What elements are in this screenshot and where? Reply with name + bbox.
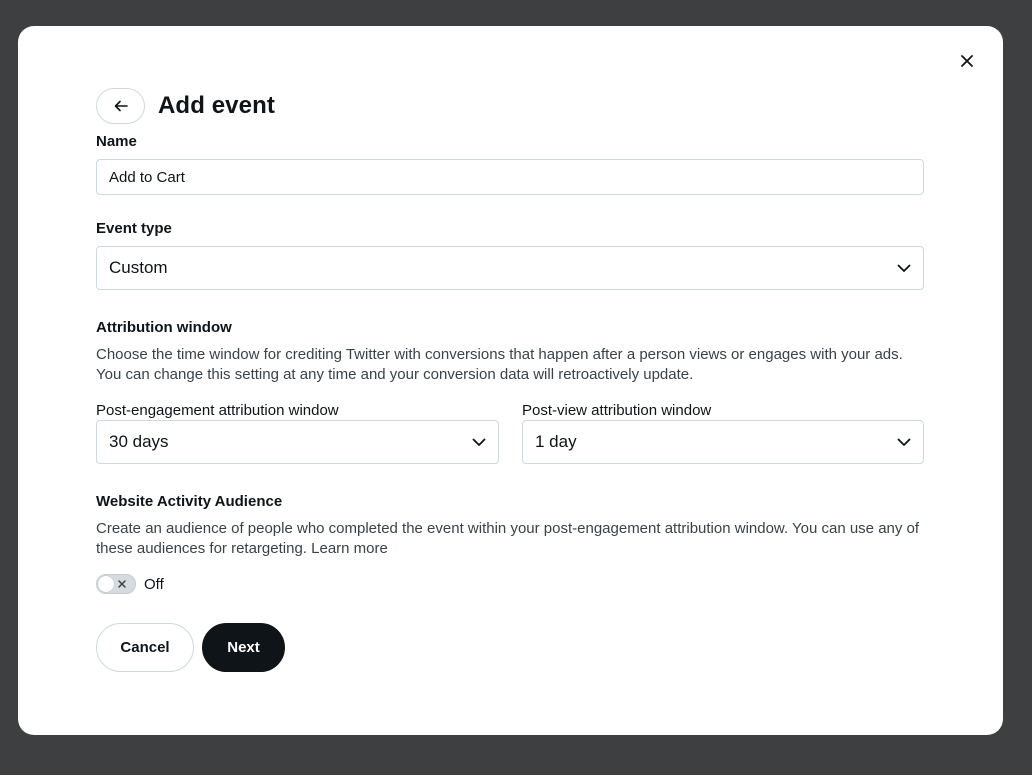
x-icon xyxy=(116,578,128,590)
chevron-down-icon xyxy=(897,264,911,273)
attribution-window-label: Attribution window xyxy=(96,319,232,336)
event-type-value: Custom xyxy=(109,258,168,277)
chevron-down-icon xyxy=(897,438,911,447)
audience-description: Create an audience of people who completed the event within your post-engagement attribution window. You can use any of these audiences for retargeting. Learn more xyxy=(96,520,920,557)
toggle-knob xyxy=(98,576,114,592)
back-button[interactable] xyxy=(96,88,145,124)
audience-toggle-row xyxy=(96,574,164,594)
arrow-left-icon xyxy=(114,100,128,112)
toggle-state-label: Off xyxy=(144,575,164,593)
attribution-description: Choose the time window for crediting Twitter with conversions that happen after a person views or engages with your ads. You can change this setting at any time and your conversion data will retroactively update. xyxy=(96,346,903,383)
post-engagement-value: 30 days xyxy=(109,432,169,451)
event-type-select[interactable] xyxy=(96,246,924,290)
modal-header xyxy=(96,88,275,124)
post-view-label: Post-view attribution window xyxy=(522,402,712,419)
post-view-value: 1 day xyxy=(535,432,577,451)
next-button[interactable]: Next xyxy=(202,623,285,672)
post-engagement-select[interactable] xyxy=(96,420,499,464)
chevron-down-icon xyxy=(472,438,486,447)
close-icon xyxy=(960,54,974,68)
name-label: Name xyxy=(96,133,137,150)
audience-label: Website Activity Audience xyxy=(96,493,283,510)
learn-more-link[interactable]: Learn more xyxy=(311,540,388,557)
audience-toggle[interactable] xyxy=(96,574,136,594)
cancel-button[interactable]: Cancel xyxy=(96,623,194,672)
name-input[interactable] xyxy=(96,159,924,195)
close-button[interactable] xyxy=(954,48,980,74)
page-title: Add event xyxy=(158,92,275,119)
post-view-select[interactable] xyxy=(522,420,924,464)
add-event-modal xyxy=(18,26,1003,735)
post-engagement-label: Post-engagement attribution window xyxy=(96,402,339,419)
event-type-label: Event type xyxy=(96,220,172,237)
